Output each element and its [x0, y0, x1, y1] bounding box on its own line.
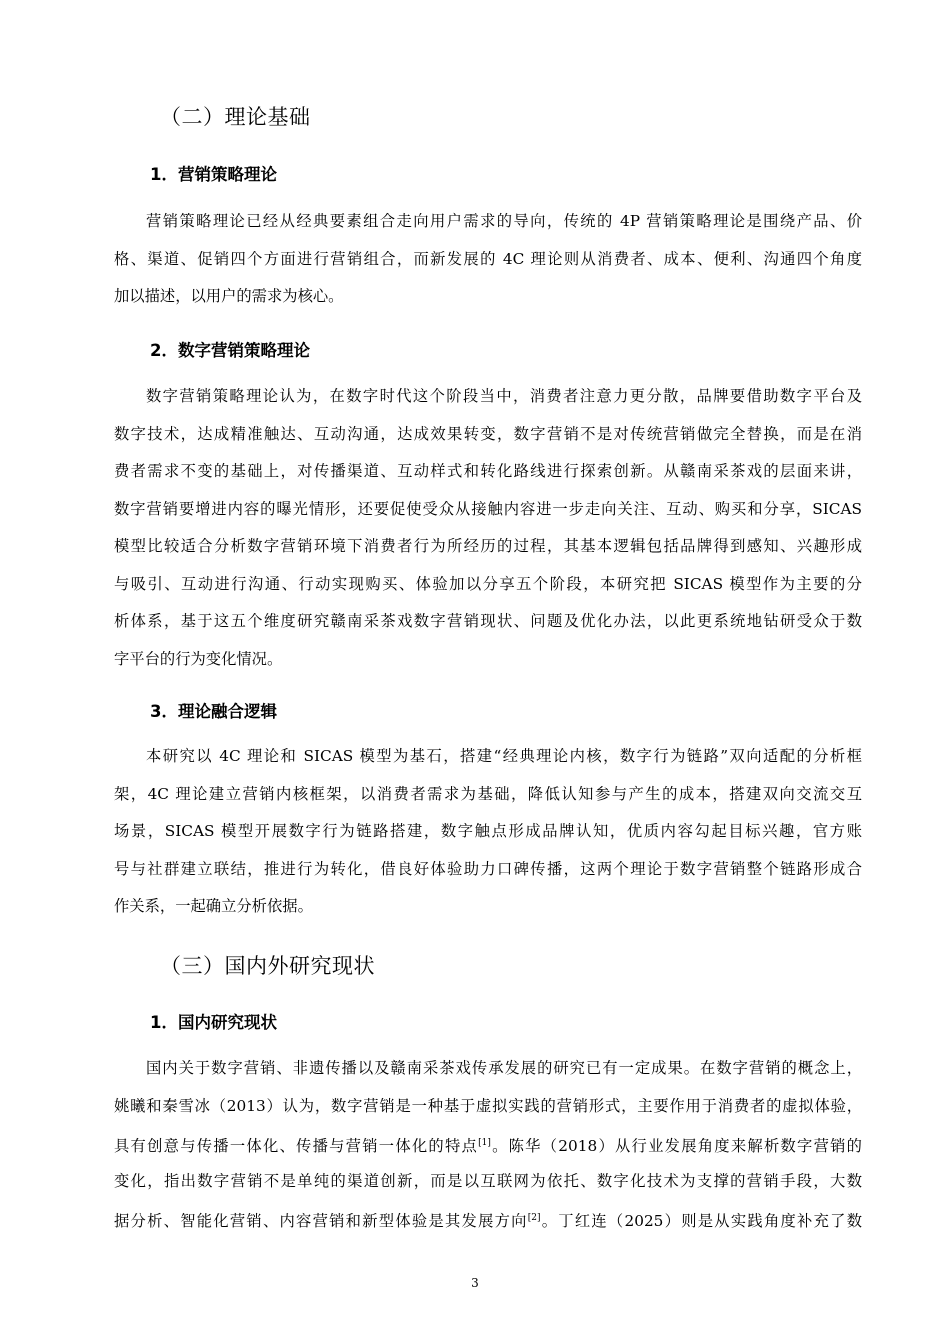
text-segment: 据分析、智能化营销、内容营销和新型体验是其发展方向: [114, 1212, 528, 1231]
text-line: 数字技术，达成精准触达、互动沟通，达成效果转变，数字营销不是对传统营销做完全替换，而是在消: [114, 424, 862, 443]
section-heading-research: （三）国内外研究现状: [160, 954, 375, 978]
text-line-with-citation: [114, 1125, 862, 1163]
text-line: 数字营销策略理论认为，在数字时代这个阶段当中，消费者注意力更分散，品牌要借助数字平台及: [146, 387, 862, 405]
text-line: 场景，SICAS 模型开展数字行为链路搭建，数字触点形成品牌认知，优质内容勾起目标兴趣，官方账: [114, 822, 862, 840]
text-line-with-citation: [114, 1200, 862, 1238]
text-line: 加以描述，以用户的需求为核心。: [114, 287, 344, 305]
text-line: 本研究以 4C 理论和 SICAS 模型为基石，搭建“经典理论内核，数字行为链路”双向适配的分析框: [146, 747, 862, 765]
section-heading-theory: （二）理论基础: [160, 105, 311, 129]
paragraph-theory-fusion: [114, 738, 862, 926]
subheading-marketing-strategy: 1．营销策略理论: [150, 165, 277, 184]
text-segment: 。陈华（2018）从行业发展角度来解析数字营销的: [490, 1137, 862, 1156]
text-line: 字平台的行为变化情况。: [114, 649, 283, 668]
text-line: 格、渠道、促销四个方面进行营销组合，而新发展的 4C 理论则从消费者、成本、便利、沟通四个角度: [114, 249, 862, 268]
page-number: 3: [471, 1276, 479, 1290]
text-line: 与吸引、互动进行沟通、行动实现购买、体验加以分享五个阶段，本研究把 SICAS 模型作为主要的分: [114, 574, 862, 593]
subheading-digital-marketing: 2．数字营销策略理论: [150, 341, 310, 360]
citation-1: [1]: [478, 1138, 491, 1148]
text-line: 变化，指出数字营销不是单纯的渠道创新，而是以互联网为依托、数字化技术为支撑的营销手段，大数: [114, 1171, 862, 1190]
text-segment: 具有创意与传播一体化、传播与营销一体化的特点: [114, 1137, 479, 1156]
citation-2: [2]: [527, 1213, 541, 1223]
text-segment: 。丁红连（2025）则是从实践角度补充了数: [540, 1212, 862, 1231]
subheading-domestic-research: 1．国内研究现状: [150, 1013, 277, 1032]
text-line: 析体系，基于这五个维度研究赣南采茶戏数字营销现状、问题及优化办法，以此更系统地钻研受众于数: [114, 612, 862, 630]
text-line: 架，4C 理论建立营销内核框架，以消费者需求为基础，降低认知参与产生的成本，搭建双向交流交互: [114, 784, 862, 803]
paragraph-domestic-research: [114, 1050, 862, 1238]
text-line: 模型比较适合分析数字营销环境下消费者行为所经历的过程，其基本逻辑包括品牌得到感知、兴趣形成: [114, 537, 862, 555]
text-line: 号与社群建立联结，推进行为转化，借良好体验助力口碑传播，这两个理论于数字营销整个链路形成合: [114, 859, 862, 878]
text-line: 姚曦和秦雪冰（2013）认为，数字营销是一种基于虚拟实践的营销形式，主要作用于消费者的虚拟体验，: [114, 1096, 862, 1115]
paragraph-marketing-strategy: [114, 203, 862, 316]
paragraph-digital-marketing: [114, 378, 862, 678]
text-line: 国内关于数字营销、非遗传播以及赣南采茶戏传承发展的研究已有一定成果。在数字营销的概念上，: [146, 1059, 862, 1077]
text-line: 营销策略理论已经从经典要素组合走向用户需求的导向，传统的 4P 营销策略理论是围绕产品、价: [146, 212, 862, 230]
text-line: 费者需求不变的基础上，对传播渠道、互动样式和转化路线进行探索创新。从赣南采茶戏的层面来讲，: [114, 462, 862, 480]
text-line: 数字营销要增进内容的曝光情形，还要促使受众从接触内容进一步走向关注、互动、购买和分享，SICAS: [114, 499, 862, 518]
text-line: 作关系，一起确立分析依据。: [114, 897, 313, 915]
subheading-theory-fusion: 3．理论融合逻辑: [150, 702, 277, 721]
